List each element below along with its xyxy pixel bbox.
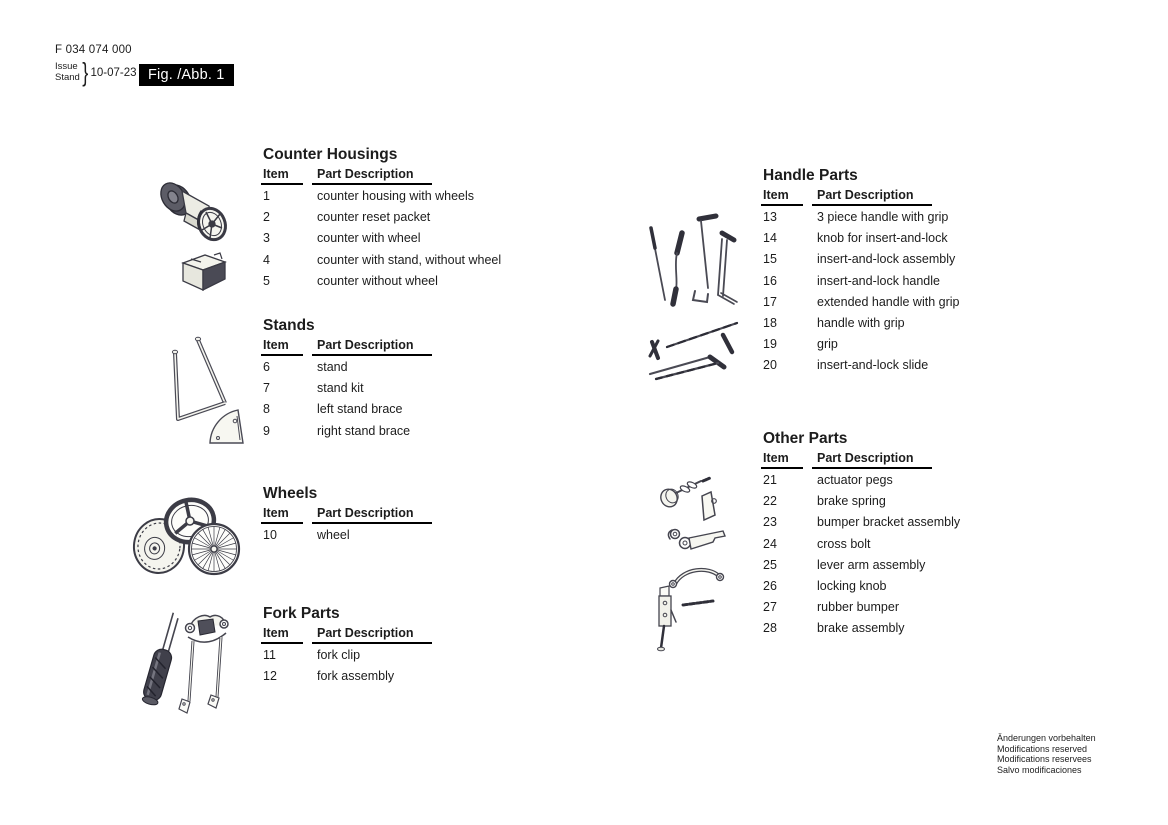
- brace-glyph: }: [82, 57, 89, 87]
- issue-date: 10-07-23: [90, 67, 137, 79]
- column-header-item: Item: [261, 168, 303, 185]
- item-number: 21: [763, 473, 777, 487]
- section-title: Other Parts: [763, 430, 848, 447]
- item-number: 28: [763, 621, 777, 636]
- column-header-item: Item: [761, 452, 803, 469]
- table-row: [763, 622, 1013, 643]
- part-description: counter with wheel: [317, 231, 421, 246]
- item-number: 24: [763, 536, 777, 551]
- part-description: locking knob: [817, 578, 887, 593]
- item-number: 11: [263, 648, 276, 662]
- modifications-notice: [997, 733, 1096, 775]
- section-title: Counter Housings: [263, 146, 398, 163]
- part-description: bumper bracket assembly: [817, 515, 961, 530]
- table-row: [763, 601, 1013, 622]
- table-header: [763, 189, 1013, 206]
- part-description: cross bolt: [817, 536, 871, 551]
- table-row: [263, 232, 513, 253]
- item-number: 6: [263, 360, 270, 374]
- section-title: Handle Parts: [763, 167, 858, 184]
- part-description: wheel: [317, 528, 350, 542]
- part-description: brake spring: [817, 494, 886, 509]
- part-description: insert-and-lock slide: [817, 358, 929, 373]
- item-number: 25: [763, 557, 777, 572]
- table-row: [763, 580, 1013, 601]
- column-header-description: Part Description: [312, 627, 432, 644]
- table-row: [763, 275, 1013, 296]
- table-row: [763, 211, 1013, 232]
- item-number: 10: [263, 528, 277, 542]
- table-header: [263, 507, 513, 524]
- column-header-description: Part Description: [812, 452, 932, 469]
- column-header-item: Item: [761, 189, 803, 206]
- item-number: 26: [763, 578, 777, 593]
- table-header: [763, 452, 1013, 469]
- item-number: 4: [263, 252, 270, 267]
- part-description: rubber bumper: [817, 600, 899, 615]
- table-row: [763, 359, 1013, 380]
- wheels-illustration: [130, 492, 242, 580]
- table-row: [263, 361, 513, 382]
- column-header-item: Item: [261, 507, 303, 524]
- table-row: [763, 495, 1013, 516]
- item-number: 5: [263, 273, 270, 288]
- table-row: [763, 296, 1013, 317]
- stand-label: Stand: [55, 72, 80, 83]
- counter-housings-illustration: [153, 166, 245, 294]
- part-description: stand kit: [317, 381, 364, 396]
- item-number: 23: [763, 515, 777, 530]
- part-description: fork clip: [317, 648, 361, 662]
- figure-label-box: [139, 64, 234, 86]
- item-number: 7: [263, 381, 270, 396]
- section-fork-parts: [263, 606, 513, 691]
- item-number: 18: [763, 315, 777, 330]
- part-description: stand: [317, 360, 348, 374]
- column-header-description: Part Description: [312, 507, 432, 524]
- other-parts-illustration: [645, 470, 745, 655]
- section-title: Stands: [263, 317, 315, 334]
- part-description: insert-and-lock handle: [817, 273, 940, 288]
- item-number: 9: [263, 423, 270, 438]
- part-description: counter without wheel: [317, 273, 438, 288]
- table-header: [263, 339, 513, 356]
- table-header: [263, 168, 513, 185]
- item-number: 16: [763, 273, 777, 288]
- fork-parts-illustration: [130, 607, 238, 719]
- part-description: insert-and-lock assembly: [817, 252, 956, 267]
- section-handle-parts: [763, 168, 1013, 381]
- table-row: [763, 559, 1013, 580]
- table-row: [263, 425, 513, 446]
- table-row: [263, 190, 513, 211]
- section-title: Wheels: [263, 485, 318, 502]
- notice-line-fr: Modifications reservees: [997, 754, 1092, 765]
- item-number: 19: [763, 337, 777, 352]
- section-stands: [263, 318, 513, 446]
- table-row: [263, 403, 513, 424]
- table-row: [763, 317, 1013, 338]
- table-row: [763, 253, 1013, 274]
- table-row: [263, 670, 513, 691]
- part-description: extended handle with grip: [817, 294, 960, 309]
- item-number: 15: [763, 252, 777, 267]
- part-description: counter reset packet: [317, 210, 431, 225]
- part-description: brake assembly: [817, 621, 905, 636]
- table-row: [763, 474, 1013, 495]
- part-description: fork assembly: [317, 669, 395, 684]
- part-description: lever arm assembly: [817, 557, 926, 572]
- table-row: [763, 516, 1013, 537]
- table-row: [263, 649, 513, 670]
- item-number: 27: [763, 600, 777, 615]
- column-header-description: Part Description: [312, 339, 432, 356]
- item-number: 1: [263, 189, 270, 203]
- column-header-description: Part Description: [312, 168, 432, 185]
- item-number: 13: [763, 210, 777, 224]
- item-number: 20: [763, 358, 777, 373]
- notice-line-en: Modifications reserved: [997, 743, 1088, 754]
- part-description: right stand brace: [317, 423, 411, 438]
- document-number: F 034 074 000: [55, 44, 132, 56]
- section-title: Fork Parts: [263, 605, 340, 622]
- table-row: [263, 211, 513, 232]
- item-number: 2: [263, 210, 270, 225]
- part-description: knob for insert-and-lock: [817, 231, 948, 246]
- issue-label: Issue: [55, 60, 78, 72]
- part-description: 3 piece handle with grip: [817, 210, 949, 224]
- issue-stand-block: [55, 59, 137, 85]
- figure-label: Fig. /Abb. 1: [148, 67, 225, 83]
- table-row: [263, 254, 513, 275]
- notice-line-es: Salvo modificaciones: [997, 764, 1082, 775]
- column-header-item: Item: [261, 339, 303, 356]
- column-header-item: Item: [261, 627, 303, 644]
- item-number: 3: [263, 231, 270, 246]
- handle-parts-illustration: [642, 205, 750, 387]
- column-header-description: Part Description: [812, 189, 932, 206]
- part-description: actuator pegs: [817, 473, 893, 487]
- part-description: handle with grip: [817, 315, 905, 330]
- table-row: [263, 275, 513, 296]
- table-row: [763, 538, 1013, 559]
- stands-illustration: [158, 330, 253, 452]
- table-row: [263, 529, 513, 550]
- table-row: [763, 338, 1013, 359]
- part-description: counter housing with wheels: [317, 189, 475, 203]
- section-counter-housings: [263, 147, 513, 296]
- part-description: grip: [817, 337, 838, 352]
- table-row: [263, 382, 513, 403]
- notice-line-de: Änderungen vorbehalten: [997, 733, 1096, 743]
- table-row: [763, 232, 1013, 253]
- part-description: counter with stand, without wheel: [317, 252, 502, 267]
- item-number: 22: [763, 494, 777, 509]
- section-wheels: [263, 486, 513, 550]
- part-description: left stand brace: [317, 402, 403, 417]
- item-number: 8: [263, 402, 270, 417]
- table-header: [263, 627, 513, 644]
- section-other-parts: [763, 431, 1013, 644]
- item-number: 12: [263, 669, 277, 684]
- item-number: 14: [763, 231, 777, 246]
- item-number: 17: [763, 294, 777, 309]
